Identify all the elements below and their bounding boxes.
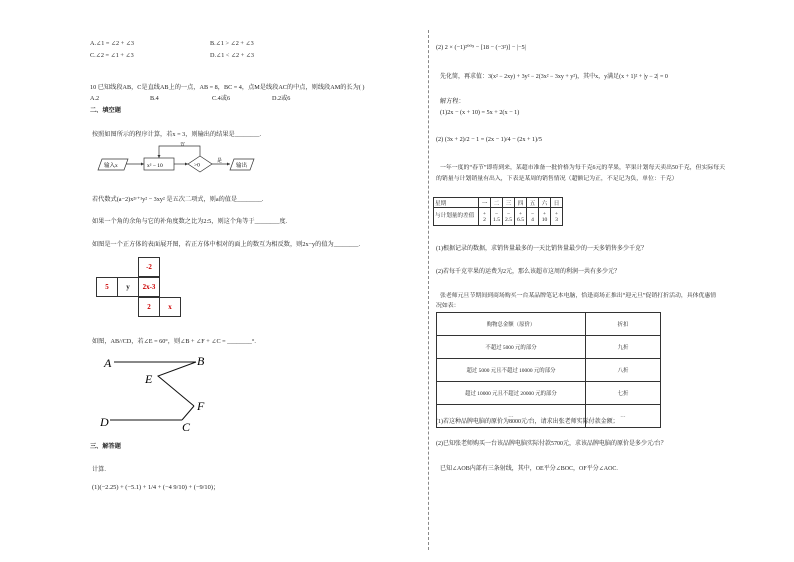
flow-output-text: 输出 (236, 163, 248, 169)
discount-table-header (437, 313, 661, 336)
cube-face-6: x (159, 297, 181, 317)
option-a: A.∠1 = ∠2 + ∠3 (90, 40, 135, 47)
table-header-cell: 一 (479, 198, 491, 208)
table-header-cell: 日 (551, 198, 563, 208)
table-cell (551, 208, 563, 226)
table-cell (503, 208, 515, 226)
table-cell-sign: − (494, 210, 499, 217)
story-line-2: 的销量与计划销量有出入，下表是某周的销售情况（超额记为正，不足记为负，单位：千克） (436, 176, 678, 182)
option-d: D.∠1 < ∠2 + ∠3 (210, 52, 255, 59)
table-cell-value: 4 (531, 216, 534, 223)
label-e: E (145, 372, 153, 386)
flow-yes-label: 是 (217, 159, 223, 164)
flowchart-diagram (96, 142, 276, 178)
option-c: C.∠2 = ∠1 + ∠3 (90, 52, 134, 59)
section-answer: 三、解答题 (90, 443, 121, 450)
table-cell-value: 2.5 (505, 216, 512, 223)
discount-range-cell: … (437, 405, 586, 428)
table-cell-value: 3 (555, 216, 558, 223)
flowchart-question: 按照如图所示的程序计算，若x = 3，则输出的结果是________. (92, 131, 262, 138)
label-d: D (100, 415, 109, 429)
sales-table (433, 197, 563, 226)
angle-question: 如果一个角的余角与它的补角度数之比为2:5，则这个角等于________度. (92, 218, 288, 225)
label-b: B (197, 354, 205, 368)
table-cell-sign: + (542, 210, 547, 217)
cube-face-3: y (117, 277, 139, 297)
story-line-1: 一年一度的“春节”即将到来，某超市准备一批价格为每千克6元的苹果，苹果计划每天卖出50千克，但实际每天 (440, 165, 726, 171)
discount-rate-cell: 七折 (586, 382, 661, 405)
angle-bisector-question: 已知∠AOB内部有三条射线，其中，OE平分∠BOC，OF平分∠AOC. (440, 466, 618, 472)
table-row (437, 359, 661, 382)
table-row (434, 208, 563, 226)
table-row-label: 与计划量的差值 (434, 208, 479, 226)
promo-line-1: 张老师元旦节期间到商场购买一台某品牌笔记本电脑，恰逢商场正推出“迎元旦”促销打折活动，具体优惠情 (440, 293, 717, 299)
table-cell-value: 6.5 (517, 216, 524, 223)
cube-face-2: 5 (96, 277, 118, 297)
table-cell-sign: + (482, 210, 487, 217)
table-cell (527, 208, 539, 226)
table-header-cell: 四 (515, 198, 527, 208)
q10-option-a: A.2 (90, 95, 100, 102)
table-header-cell: 五 (527, 198, 539, 208)
question-10: 10 已知线段AB，C是直线AB上的一点，AB = 8，BC = 4，点M是线段AC的中点，则线段AM的长为( ) (90, 84, 365, 91)
flow-cond-text: >0 (194, 162, 200, 169)
option-b: B.∠1 > ∠2 + ∠3 (210, 40, 254, 47)
discount-table (436, 312, 661, 428)
cube-face-5: 2 (138, 297, 160, 317)
equation-2: (2) (3x + 2)/2 − 1 = (2x − 1)/4 − (2x + 1)/5 (436, 136, 543, 143)
table-cell-value: 1.5 (493, 216, 500, 223)
table-cell-value: 10 (541, 216, 548, 223)
q10-option-c: C.4或6 (212, 95, 231, 102)
label-c: C (182, 420, 191, 432)
discount-range-cell: 超过 10000 元且不超过 20000 元的部分 (437, 382, 586, 405)
sales-table-header (434, 198, 563, 208)
table-cell-sign: + (518, 210, 523, 217)
cube-face-4: 2x-3 (138, 277, 160, 297)
parallel-figure (100, 350, 220, 432)
equation-1: (1)2x − (x + 10) = 5x + 2(x − 1) (440, 109, 520, 116)
promo-line-2: 况如表： (436, 303, 460, 309)
flow-input-text: 输入x (104, 163, 118, 169)
discount-range-cell: 超过 5000 元且不超过 10000 元的部分 (437, 359, 586, 382)
cube-net (96, 257, 186, 321)
table-cell-value: 2 (483, 216, 486, 223)
q10-option-b: B.4 (150, 95, 159, 102)
table-cell (515, 208, 527, 226)
promo-subquestion-1: (1)若这种品牌电脑的原价为8000元/台，请求出张老师实际付款金额； (436, 419, 619, 425)
table-header-cell: 星期 (434, 198, 479, 208)
polynomial-question: 若代数式(a−2)x²ʸ⁺¹y² − 3xy² 是五次二项式，则a的值是________. (92, 196, 264, 203)
table-cell-sign: − (530, 210, 535, 217)
table-header-cell: 二 (491, 198, 503, 208)
flow-no-label: 否 (180, 142, 186, 147)
discount-range-cell: 不超过 5000 元的部分 (437, 336, 586, 359)
column-divider (428, 30, 429, 550)
discount-header-cell: 购物总金额（原价） (437, 313, 586, 336)
discount-header-cell: 折扣 (586, 313, 661, 336)
table-cell (491, 208, 503, 226)
simplify-question: 先化简，再求值：3(x² − 2xy) + 3y² − 2(3x² − 3xy + y²)，其中x，y满足(x + 1)² + |y − 2| = 0 (440, 74, 668, 80)
table-cell-sign: − (506, 210, 511, 217)
table-cell (539, 208, 551, 226)
sales-subquestion-2: (2)若每千克苹果的运费为2元，那么该超市这周的利润一共有多少元？ (436, 269, 620, 275)
table-cell-sign: + (554, 210, 559, 217)
label-f: F (197, 399, 205, 413)
cube-face-1: -2 (138, 257, 160, 277)
flow-compute-text: x² − 10 (147, 163, 163, 169)
parallel-question: 如图，AB//CD，若∠E = 60°，则∠B + ∠F + ∠C = ________°. (92, 338, 256, 345)
table-header-cell: 六 (539, 198, 551, 208)
cube-question: 如图是一个正方体的表面展开图，若正方体中相对的面上的数互为相反数，则2x−y的值为________. (92, 241, 361, 248)
flow-decision-diamond (188, 156, 212, 172)
label-a: A (104, 356, 112, 370)
discount-rate-cell: 八折 (586, 359, 661, 382)
promo-subquestion-2: (2)已知张老师购买一台该品牌电脑实际付款5700元，求该品牌电脑的原价是多少元/台？ (436, 441, 667, 447)
calc-problem-2: (2) 2 × (−1)²⁰⁰⁹ − [18 − (−3²)] − |−5| (436, 44, 526, 51)
table-row (437, 382, 661, 405)
section-fill-blank: 二、填空题 (90, 107, 121, 114)
calc-problem-1: (1)(−2.25) + (−5.1) + 1/4 + (−4 9/10) + (−9/10)； (92, 484, 220, 491)
q10-option-d: D.2或6 (272, 95, 291, 102)
table-row (437, 336, 661, 359)
calc-title: 计算. (92, 466, 106, 473)
solve-title: 解方程： (440, 98, 465, 105)
sales-subquestion-1: (1)根据记录的数据，求销售量最多的一天比销售量最少的一天多销售多少千克？ (436, 246, 647, 252)
table-header-cell: 三 (503, 198, 515, 208)
discount-rate-cell: 九折 (586, 336, 661, 359)
discount-rate-cell: … (586, 405, 661, 428)
table-cell (479, 208, 491, 226)
